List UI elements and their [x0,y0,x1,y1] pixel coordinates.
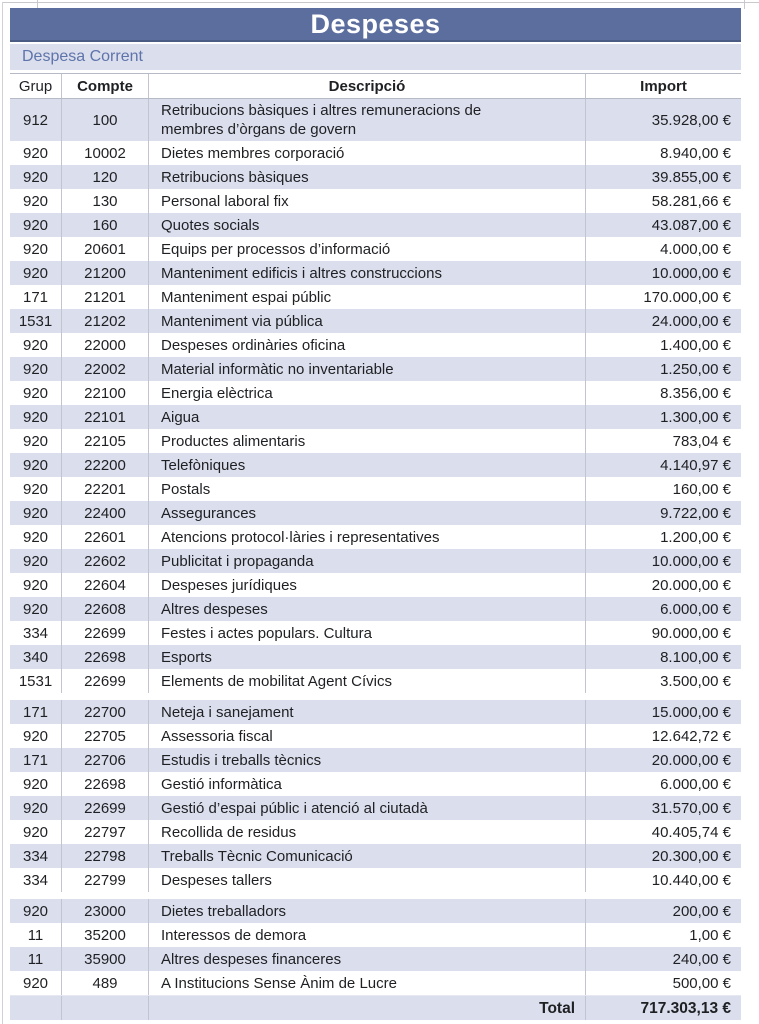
cell-import: 783,04 € [672,432,731,450]
cell-compte: 22705 [62,724,149,748]
cell-grup: 920 [10,189,62,213]
cell-import: 15.000,00 € [651,703,731,721]
cell-desc: Elements de mobilitat Agent Cívics [149,669,586,693]
cell-desc: Assegurances [149,501,586,525]
cell-desc: Equips per processos d’informació [149,237,586,261]
cell-import: 20.300,00 € [651,847,731,865]
table-row [10,309,741,333]
table-row [10,381,741,405]
cell-import: 8.100,00 € [660,648,731,666]
table-row [10,820,741,844]
cell-compte: 22105 [62,429,149,453]
cell-grup: 334 [10,868,62,892]
cell-compte: 22200 [62,453,149,477]
cell-import: 1,00 € [689,926,731,944]
cell-import: 1.200,00 € [660,528,731,546]
table-row [10,237,741,261]
cell-grup: 340 [10,645,62,669]
cell-grup: 920 [10,724,62,748]
cell-compte: 489 [62,971,149,995]
cell-desc: Manteniment via pública [149,309,586,333]
cell-compte: 120 [62,165,149,189]
cell-import: 10.000,00 € [651,264,731,282]
table-row [10,165,741,189]
cell-desc: Interessos de demora [149,923,586,947]
table-row [10,772,741,796]
table-row [10,429,741,453]
cell-desc: Quotes socials [149,213,586,237]
cell-import: 4.000,00 € [660,240,731,258]
cell-compte: 22608 [62,597,149,621]
cell-desc: Publicitat i propaganda [149,549,586,573]
table-header-row [10,73,741,99]
cell-import: 200,00 € [672,902,731,920]
cell-desc: Atencions protocol·làries i representatives [149,525,586,549]
table-row [10,971,741,995]
cell-import: 10.000,00 € [651,552,731,570]
cell-import: 20.000,00 € [651,751,731,769]
cell-import: 1.250,00 € [660,360,731,378]
table-row [10,899,741,923]
cell-compte: 22799 [62,868,149,892]
table-row [10,700,741,724]
cell-desc: Material informàtic no inventariable [149,357,586,381]
cell-grup: 171 [10,748,62,772]
cell-desc: Retribucions bàsiques [149,165,586,189]
cell-desc: Postals [149,477,586,501]
cell-grup: 920 [10,796,62,820]
cell-grup: 11 [10,923,62,947]
table-row [10,213,741,237]
table-row [10,141,741,165]
table-row [10,501,741,525]
cell-compte: 22698 [62,645,149,669]
cell-compte: 22706 [62,748,149,772]
expenses-table [10,8,741,1020]
cell-grup-empty [10,996,62,1020]
total-label: Total [149,996,586,1020]
cell-grup: 920 [10,573,62,597]
cell-grup: 920 [10,357,62,381]
cell-import: 40.405,74 € [651,823,731,841]
cell-compte: 35900 [62,947,149,971]
cell-grup: 920 [10,820,62,844]
cell-compte: 35200 [62,923,149,947]
table-row [10,573,741,597]
cell-compte: 21200 [62,261,149,285]
cell-grup: 912 [10,99,62,141]
cell-grup: 334 [10,844,62,868]
table-row [10,844,741,868]
cell-compte: 22101 [62,405,149,429]
cell-compte: 22100 [62,381,149,405]
cell-import: 8.356,00 € [660,384,731,402]
section-label: Despesa Corrent [10,44,741,70]
table-row [10,923,741,947]
cell-desc: Productes alimentaris [149,429,586,453]
cell-import: 1.400,00 € [660,336,731,354]
column-header-descripcio: Descripció [149,74,586,98]
cell-grup: 920 [10,333,62,357]
cell-import: 4.140,97 € [660,456,731,474]
cell-grup: 920 [10,213,62,237]
cell-grup: 920 [10,549,62,573]
cell-desc: Telefòniques [149,453,586,477]
cell-grup: 920 [10,597,62,621]
cell-import: 58.281,66 € [651,192,731,210]
cell-import: 500,00 € [672,974,731,992]
cell-compte: 100 [62,99,149,141]
table-row [10,549,741,573]
table-row [10,357,741,381]
cell-import: 35.928,00 € [651,111,731,129]
total-value: 717.303,13 € [640,999,731,1017]
cell-import: 1.300,00 € [660,408,731,426]
cell-compte: 22601 [62,525,149,549]
cell-compte: 22699 [62,621,149,645]
cell-grup: 920 [10,237,62,261]
cell-compte: 22002 [62,357,149,381]
cell-desc: Personal laboral fix [149,189,586,213]
cell-grup: 920 [10,525,62,549]
cell-desc: Assessoria fiscal [149,724,586,748]
cell-import: 31.570,00 € [651,799,731,817]
cell-desc: Despeses ordinàries oficina [149,333,586,357]
cell-import: 8.940,00 € [660,144,731,162]
cell-desc: Manteniment espai públic [149,285,586,309]
table-row [10,597,741,621]
cell-import: 3.500,00 € [660,672,731,690]
cell-compte: 22798 [62,844,149,868]
cell-import: 6.000,00 € [660,600,731,618]
table-row [10,796,741,820]
cell-compte: 22698 [62,772,149,796]
cell-import: 90.000,00 € [651,624,731,642]
cell-desc: Aigua [149,405,586,429]
cell-grup: 1531 [10,669,62,693]
cell-import: 39.855,00 € [651,168,731,186]
cell-desc: Recollida de residus [149,820,586,844]
column-header-compte: Compte [62,74,149,98]
cell-compte: 10002 [62,141,149,165]
cell-grup: 920 [10,453,62,477]
cell-compte: 23000 [62,899,149,923]
table-row [10,285,741,309]
page-edge-artifact [2,2,3,1024]
cell-compte: 160 [62,213,149,237]
cell-grup: 171 [10,700,62,724]
cell-desc: Treballs Tècnic Comunicació [149,844,586,868]
column-header-import: Import [640,77,687,95]
cell-desc: Despeses tallers [149,868,586,892]
cell-desc: Neteja i sanejament [149,700,586,724]
table-row [10,453,741,477]
page-edge-artifact [3,2,759,3]
cell-import: 6.000,00 € [660,775,731,793]
cell-desc: Esports [149,645,586,669]
cell-desc: Retribucions bàsiques i altres remuneracions de membres d’òrgans de govern [149,99,586,141]
cell-compte: 21202 [62,309,149,333]
cell-desc: Manteniment edificis i altres construccions [149,261,586,285]
cell-compte: 21201 [62,285,149,309]
cell-import: 20.000,00 € [651,576,731,594]
cell-grup: 171 [10,285,62,309]
cell-desc: Dietes membres corporació [149,141,586,165]
cell-import: 240,00 € [672,950,731,968]
table-row [10,868,741,892]
cell-grup: 920 [10,405,62,429]
cell-desc: Dietes treballadors [149,899,586,923]
cell-import: 24.000,00 € [651,312,731,330]
table-row [10,477,741,501]
table-row [10,748,741,772]
cell-grup: 920 [10,899,62,923]
cell-import: 43.087,00 € [651,216,731,234]
cell-grup: 1531 [10,309,62,333]
cell-desc: Despeses jurídiques [149,573,586,597]
table-row [10,669,741,693]
cell-grup: 920 [10,772,62,796]
row-gap [10,693,741,700]
table-row [10,189,741,213]
cell-grup: 920 [10,501,62,525]
cell-grup: 920 [10,141,62,165]
table-row [10,99,741,141]
cell-compte-empty [62,996,149,1020]
cell-grup: 920 [10,971,62,995]
cell-import: 170.000,00 € [643,288,731,306]
cell-desc: Altres despeses [149,597,586,621]
column-header-grup: Grup [10,74,62,98]
cell-import: 10.440,00 € [651,871,731,889]
table-row [10,724,741,748]
table-row [10,405,741,429]
cell-compte: 22699 [62,669,149,693]
total-row [10,995,741,1020]
table-row [10,333,741,357]
table-row [10,525,741,549]
cell-desc: Gestió d’espai públic i atenció al ciutadà [149,796,586,820]
cell-import: 160,00 € [672,480,731,498]
cell-compte: 22699 [62,796,149,820]
cell-desc: Festes i actes populars. Cultura [149,621,586,645]
table-row [10,621,741,645]
cell-desc: Gestió informàtica [149,772,586,796]
cell-desc: A Institucions Sense Ànim de Lucre [149,971,586,995]
table-row [10,947,741,971]
table-title: Despeses [10,8,741,42]
cell-grup: 334 [10,621,62,645]
cell-grup: 920 [10,429,62,453]
row-gap [10,892,741,899]
cell-desc: Altres despeses financeres [149,947,586,971]
cell-compte: 22604 [62,573,149,597]
cell-import: 9.722,00 € [660,504,731,522]
cell-grup: 920 [10,477,62,501]
cell-desc: Estudis i treballs tècnics [149,748,586,772]
page-edge-artifact [744,0,745,9]
cell-compte: 22400 [62,501,149,525]
cell-compte: 22797 [62,820,149,844]
table-row [10,261,741,285]
cell-compte: 22201 [62,477,149,501]
cell-compte: 22700 [62,700,149,724]
table-body [10,99,741,995]
cell-grup: 920 [10,261,62,285]
cell-grup: 920 [10,381,62,405]
cell-compte: 130 [62,189,149,213]
cell-compte: 22602 [62,549,149,573]
cell-compte: 20601 [62,237,149,261]
cell-desc: Energia elèctrica [149,381,586,405]
cell-compte: 22000 [62,333,149,357]
cell-grup: 11 [10,947,62,971]
table-row [10,645,741,669]
cell-grup: 920 [10,165,62,189]
cell-import: 12.642,72 € [651,727,731,745]
